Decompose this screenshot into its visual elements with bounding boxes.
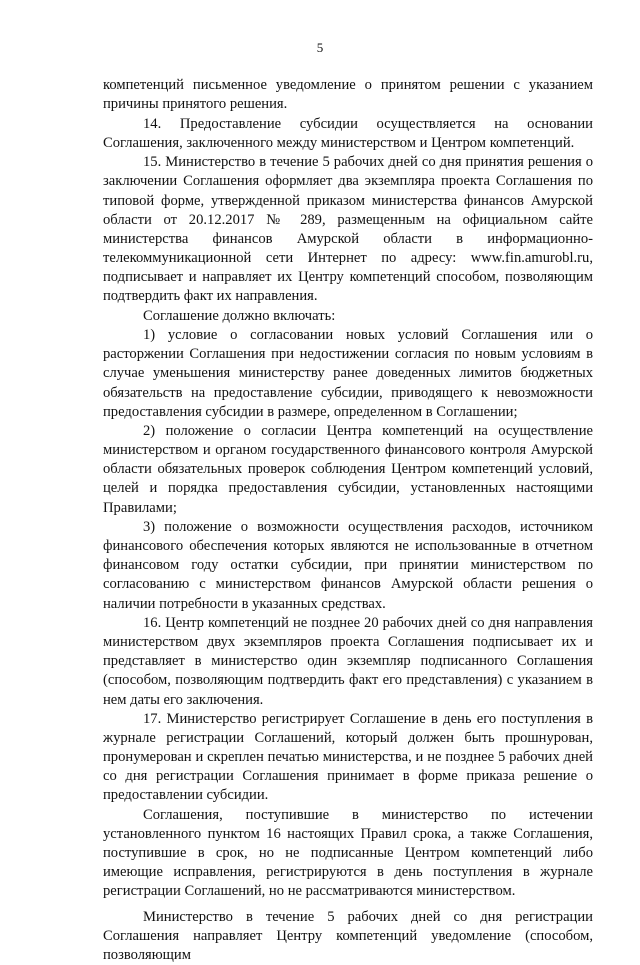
paragraph-subitem-3: 3) положение о возможности осуществления расходов, источником финансового обеспечения которых являются не использованные в отчетном финансовом году остатки субсидии, при принятии министерством по согласованию с министерством финансов Амурской области решения о наличии потребности в указанных средствах.: [103, 519, 593, 612]
paragraph-item-16: 16. Центр компетенций не позднее 20 рабочих дней со дня направления министерством двух экземпляров проекта Соглашения подписывает их и представляет в министерство один экземпляр подписанного Соглашения (способом, позволяющим подтвердить факт его представления) с указанием в нем даты его заключения.: [103, 615, 593, 708]
paragraph-notification: Министерство в течение 5 рабочих дней со дня регистрации Соглашения направляет Центру компетенций уведомление (способом, позволяющим: [103, 908, 593, 963]
paragraph-item-17: 17. Министерство регистрирует Соглашение в день его поступления в журнале регистрации Соглашений, который должен быть прошнурован, пронумерован и скреплен печатью министерства, и не позднее 5 рабочих дней со дня регистрации Соглашения принимает в форме приказа решение о предоставлении субсидии.: [103, 711, 593, 804]
paragraph-late-agreements: Соглашения, поступившие в министерство по истечении установленного пунктом 16 настоящих Правил срока, а также Соглашения, поступившие в срок, но не подписанные Центром компетенций либо имеющие исправления, регистрируются в день поступления в журнале регистрации Соглашений, но не рассматриваются министерством.: [103, 807, 593, 900]
paragraph-item-15: 15. Министерство в течение 5 рабочих дней со дня принятия решения о заключении Соглашения оформляет два экземпляра проекта Соглашения по типовой форме, утвержденной приказом министерства финансов Амурской области от 20.12.2017 № 289, размещенным на официальном сайте министерства финансов Амурской области в информационно-телекоммуникационной сети Интернет по адресу: www.fin.amurobl.ru, подписывает и направляет их Центру компетенций способом, позволяющим подтвердить факт их направления.: [103, 154, 593, 305]
page-number: 5: [316, 40, 324, 55]
paragraph-continuation: компетенций письменное уведомление о принятом решении с указанием причины принятого решения.: [103, 77, 593, 113]
paragraph-agreement-contents: Соглашение должно включать:: [143, 307, 336, 324]
paragraph-subitem-2: 2) положение о согласии Центра компетенций на осуществление министерством и органом государственного финансового контроля Амурской области обязательных проверок соблюдения Центром компетенций условий, целей и порядка предоставления субсидии, установленных настоящими Правилами;: [103, 423, 593, 516]
paragraph-subitem-1: 1) условие о согласовании новых условий Соглашения или о расторжении Соглашения при недостижении согласия по новым условиям в случае уменьшения министерству ранее доведенных лимитов бюджетных обязательств на предоставление субсидии, приводящего к невозможности предоставления субсидии в размере, определенном в Соглашении;: [103, 327, 593, 420]
document-body: [103, 76, 593, 965]
paragraph-item-14: 14. Предоставление субсидии осуществляется на основании Соглашения, заключенного между министерством и Центром компетенций.: [103, 115, 593, 151]
